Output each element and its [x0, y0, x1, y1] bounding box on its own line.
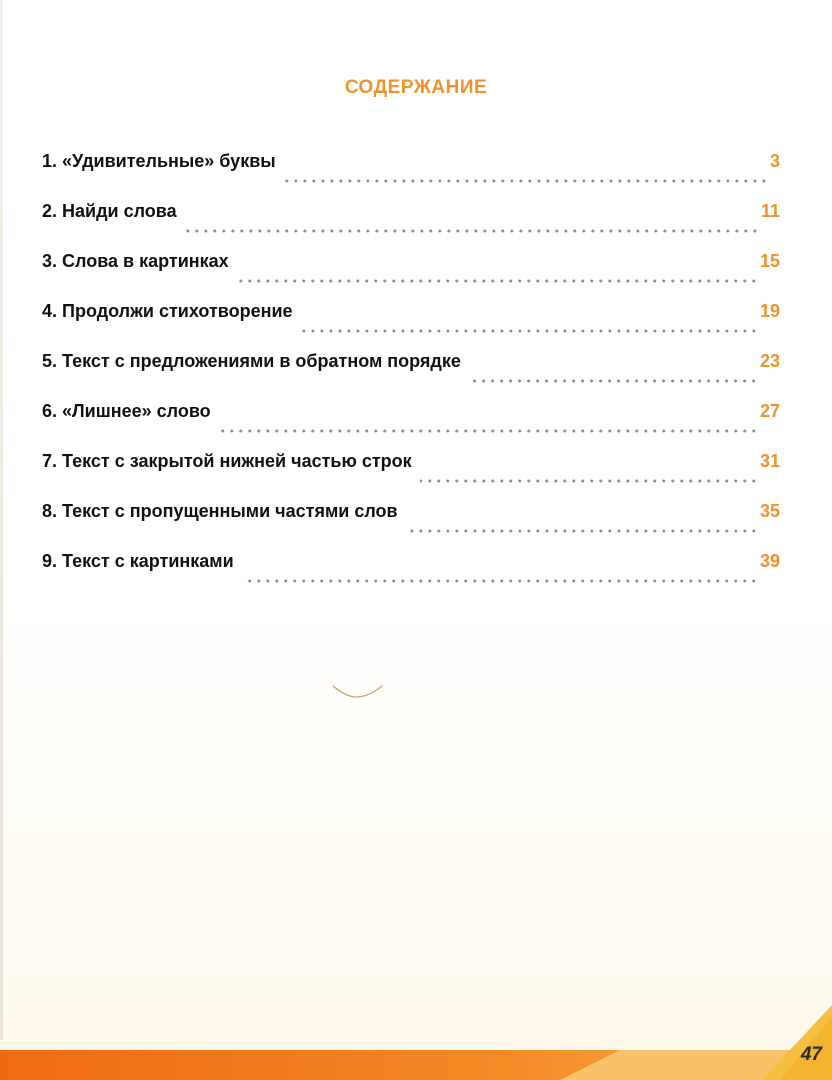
page-title: СОДЕРЖАНИЕ	[344, 77, 488, 98]
dot-leader	[219, 429, 758, 433]
toc-entry-label: 5. Текст с предложениями в обратном порядке	[42, 351, 461, 371]
toc-entry-page: 23	[759, 351, 780, 371]
toc-entry[interactable]	[42, 501, 780, 551]
toc-entry-label: 9. Текст с картинками	[42, 551, 234, 571]
toc-entry[interactable]	[42, 151, 780, 201]
dot-leader	[406, 529, 758, 533]
toc-entry-page: 3	[769, 151, 780, 171]
decorative-swoosh	[330, 680, 390, 704]
toc-entry[interactable]	[42, 251, 780, 301]
toc-entry-page: 35	[759, 501, 780, 521]
toc-entry[interactable]	[42, 551, 780, 601]
toc-entry-page: 27	[759, 401, 780, 421]
toc-entry[interactable]	[42, 201, 780, 251]
dot-leader	[469, 379, 758, 383]
toc-entry-label: 4. Продолжи стихотворение	[42, 301, 293, 321]
dot-leader	[237, 279, 758, 283]
toc-entry-page: 31	[759, 451, 780, 471]
toc-entry-label: 2. Найди слова	[42, 201, 177, 221]
toc-entry[interactable]	[42, 301, 780, 351]
toc-entry-page: 11	[760, 201, 780, 221]
dot-leader	[301, 329, 758, 333]
dot-leader	[242, 579, 758, 583]
toc-entry-page: 15	[759, 251, 780, 271]
toc-entry-page: 39	[759, 551, 780, 571]
table-of-contents	[42, 151, 780, 601]
toc-entry-page: 19	[759, 301, 780, 321]
toc-entry[interactable]	[42, 351, 780, 401]
dot-leader	[185, 229, 759, 233]
dot-leader	[420, 479, 758, 483]
toc-entry-label: 7. Текст с закрытой нижней частью строк	[42, 451, 412, 471]
dot-leader	[284, 179, 768, 183]
toc-entry[interactable]	[42, 451, 780, 501]
toc-entry-label: 6. «Лишнее» слово	[42, 401, 211, 421]
toc-entry-label: 8. Текст с пропущенными частями слов	[42, 501, 398, 521]
page-edge	[0, 0, 3, 1040]
toc-entry-label: 1. «Удивительные» буквы	[42, 151, 276, 171]
toc-entry-label: 3. Слова в картинках	[42, 251, 229, 271]
bottom-color-band	[0, 1050, 832, 1080]
page-number: 47	[800, 1044, 822, 1065]
toc-entry[interactable]	[42, 401, 780, 451]
corner-decoration	[762, 1005, 832, 1080]
